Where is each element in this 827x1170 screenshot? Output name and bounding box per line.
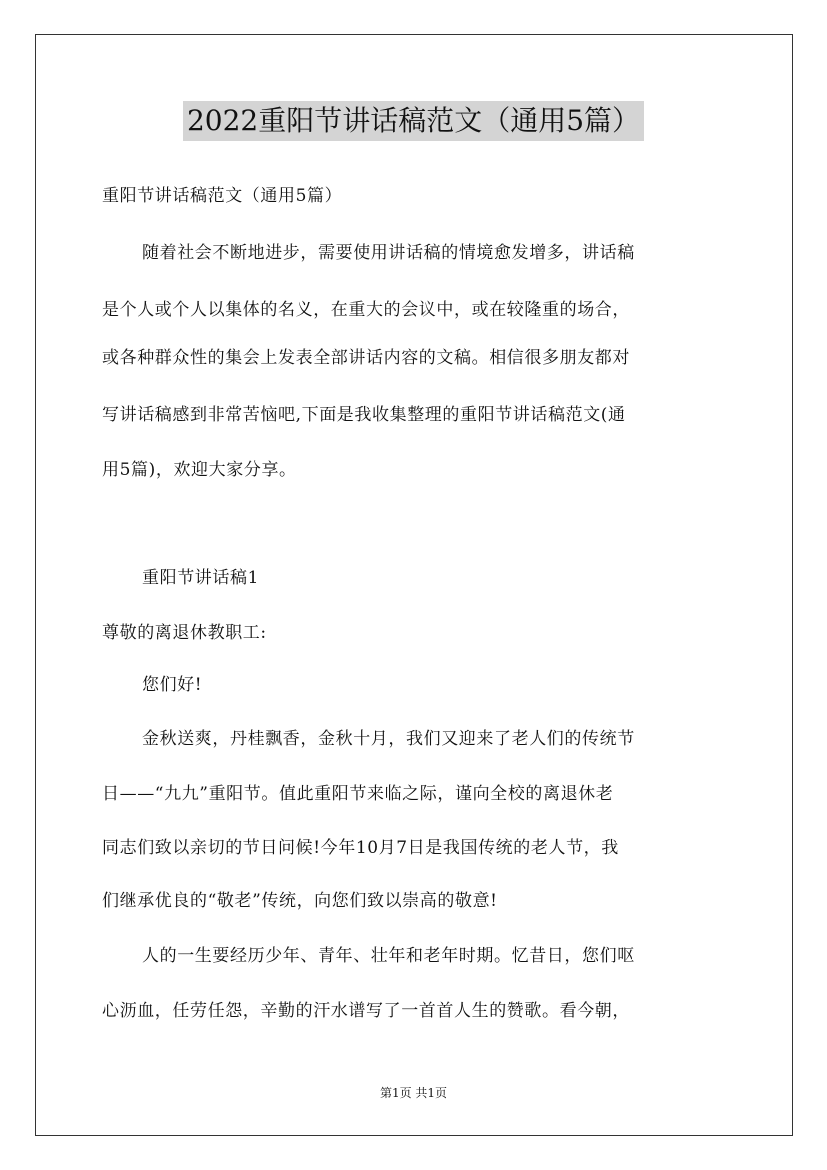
title-container <box>0 101 827 141</box>
section-heading: 重阳节讲话稿1 <box>142 568 260 588</box>
intro-line: 用5篇)，欢迎大家分享。 <box>102 460 297 480</box>
intro-line: 写讲话稿感到非常苦恼吧,下面是我收集整理的重阳节讲话稿范文(通 <box>102 405 626 425</box>
para1-line: 们继承优良的“敬老”传统，向您们致以崇高的敬意! <box>102 891 498 911</box>
para2-line: 人的一生要经历少年、青年、壮年和老年时期。忆昔日，您们呕 <box>142 946 635 966</box>
document-subtitle: 重阳节讲话稿范文（通用5篇） <box>102 186 343 206</box>
para1-line: 同志们致以亲切的节日问候!今年10月7日是我国传统的老人节，我 <box>102 838 619 858</box>
para1-line: 金秋送爽，丹桂飘香，金秋十月，我们又迎来了老人们的传统节 <box>142 729 635 749</box>
greeting: 您们好! <box>142 675 203 695</box>
intro-line: 或各种群众性的集会上发表全部讲话内容的文稿。相信很多朋友都对 <box>102 348 630 368</box>
document-title: 2022重阳节讲话稿范文（通用5篇） <box>183 101 644 141</box>
page-footer: 第1页 共1页 <box>379 1086 448 1100</box>
salutation: 尊敬的离退休教职工: <box>102 623 267 643</box>
intro-line: 是个人或个人以集体的名义，在重大的会议中，或在较隆重的场合， <box>102 300 630 320</box>
para1-line: 日——“九九”重阳节。值此重阳节来临之际，谨向全校的离退休老 <box>102 784 614 804</box>
para2-line: 心沥血，任劳任怨，辛勤的汗水谱写了一首首人生的赞歌。看今朝， <box>102 1001 630 1021</box>
intro-line: 随着社会不断地进步，需要使用讲话稿的情境愈发增多，讲话稿 <box>142 243 635 263</box>
